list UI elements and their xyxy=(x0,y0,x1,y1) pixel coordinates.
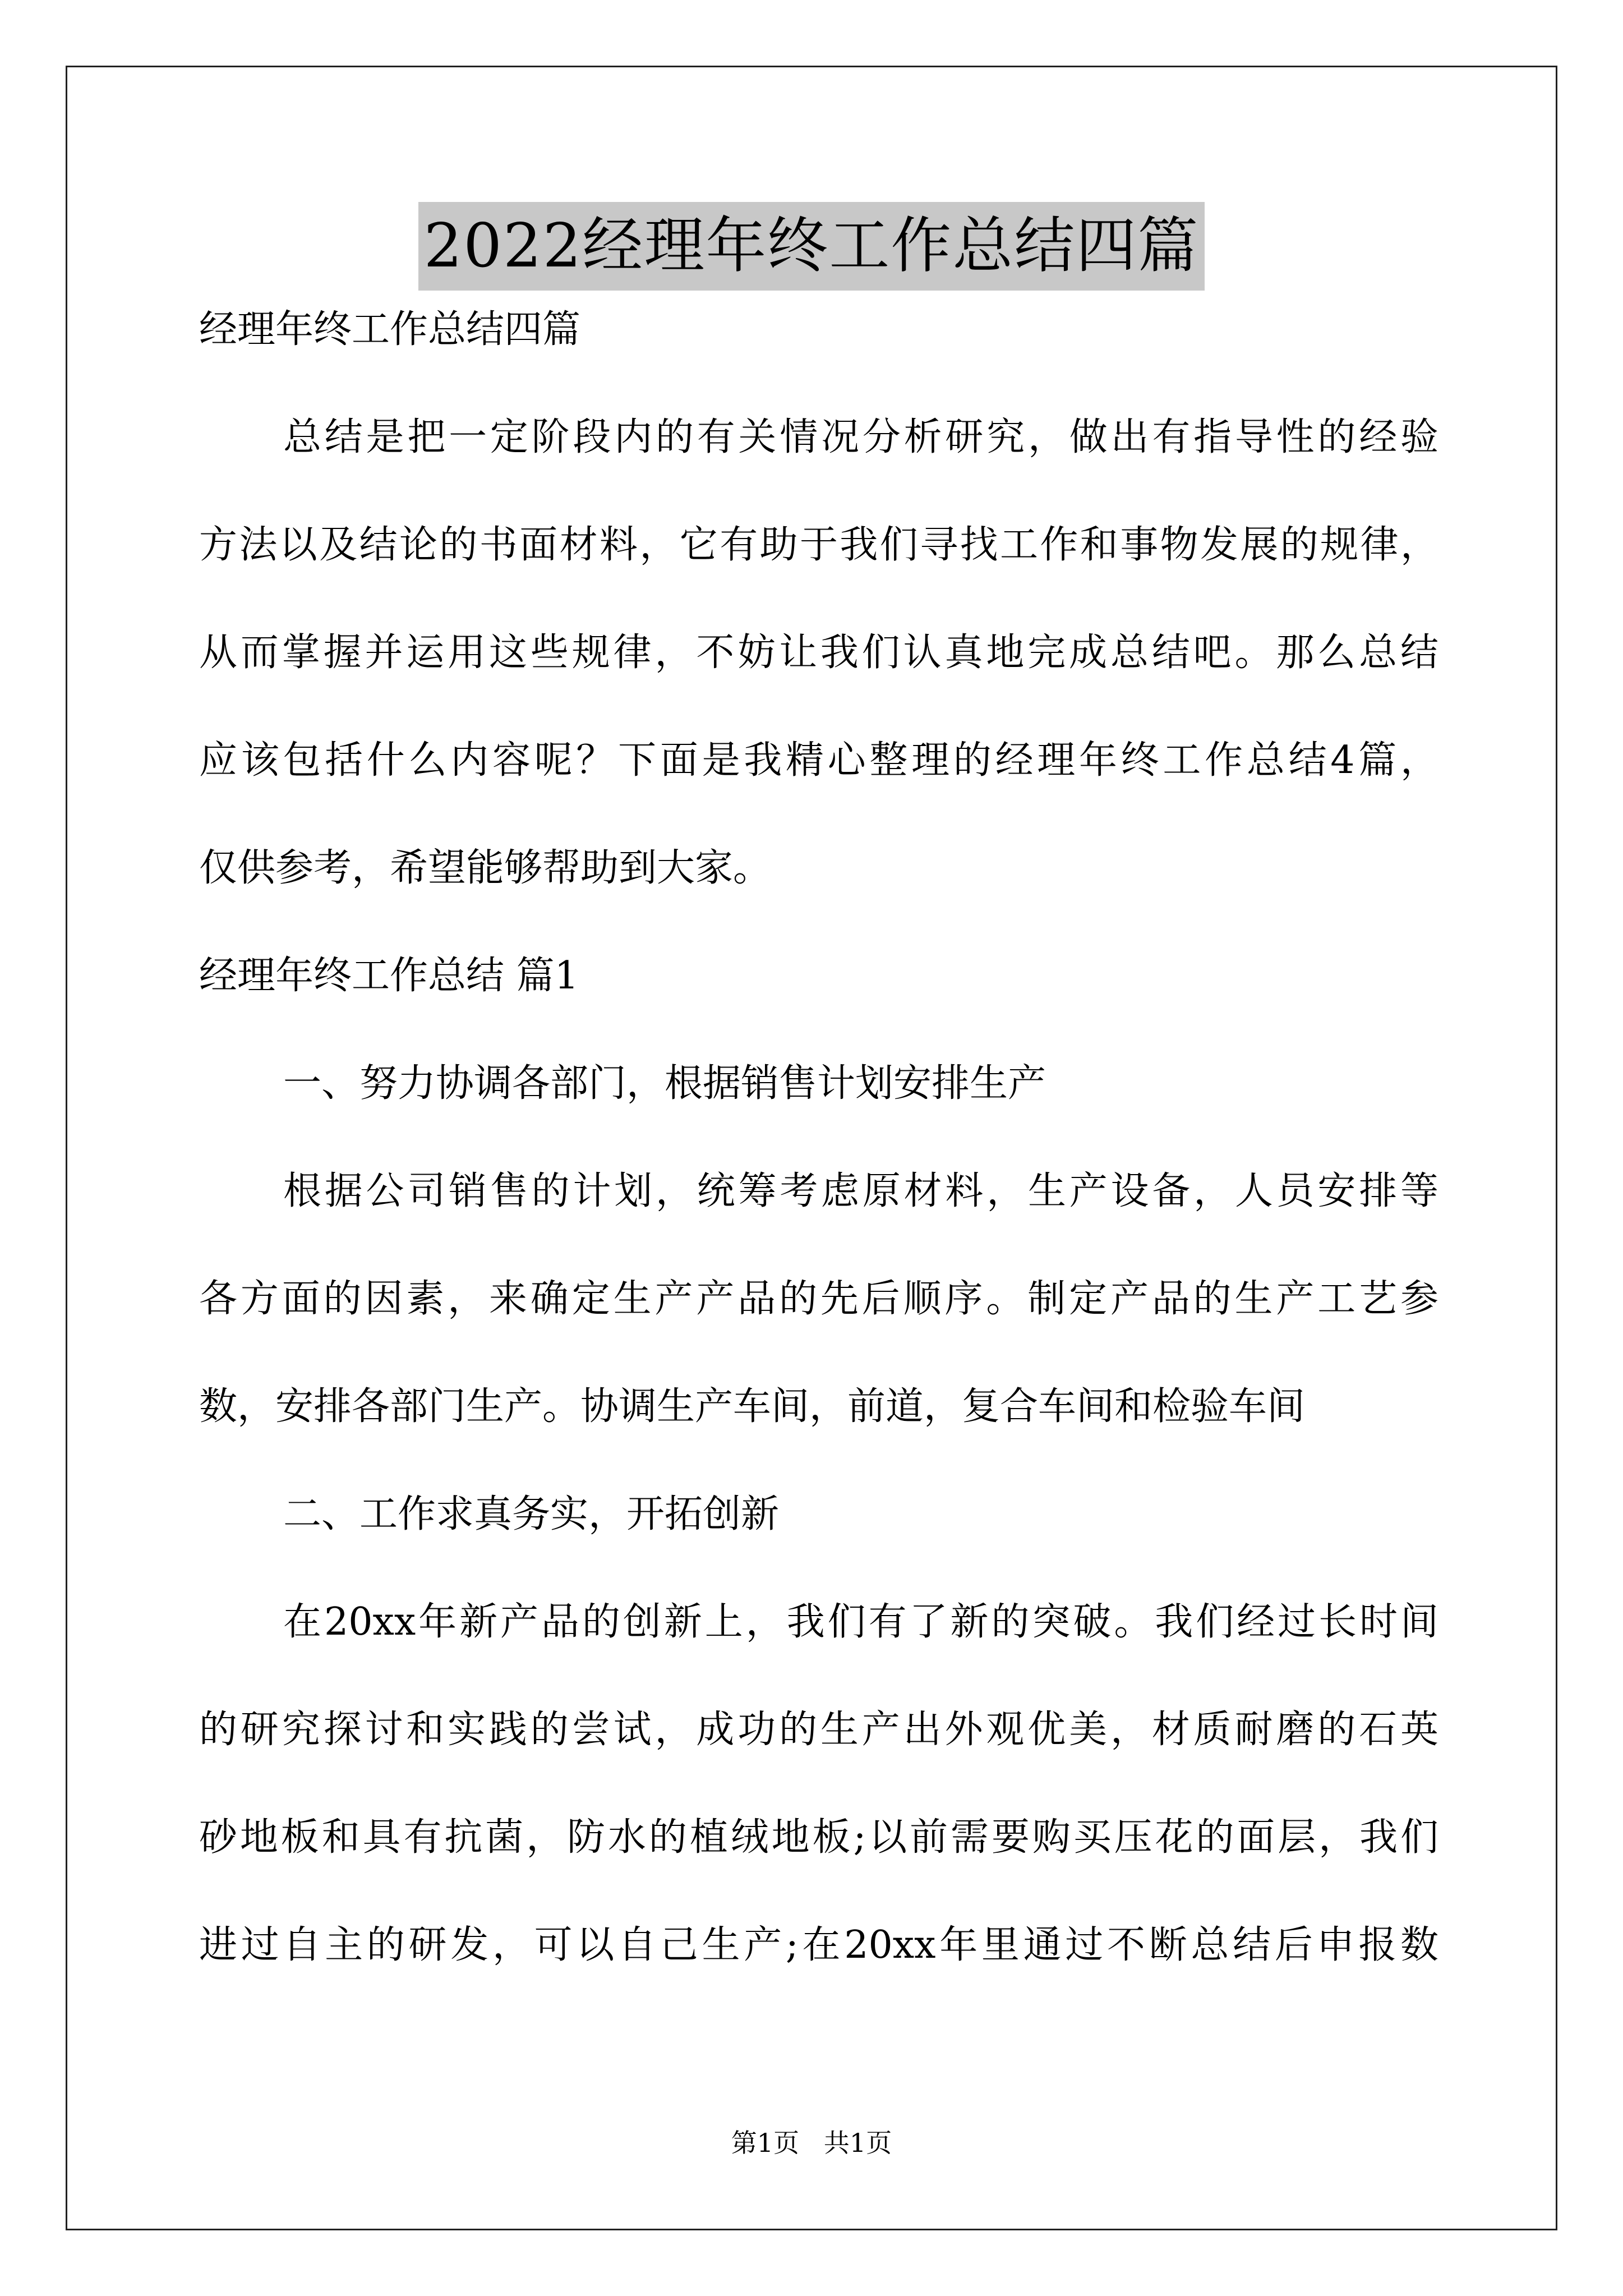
paragraph-line: 砂地板和具有抗菌，防水的植绒地板;以前需要购买压花的面层，我们 xyxy=(199,1815,1438,1860)
paragraph-line: 应该包括什么内容呢？下面是我精心整理的经理年终工作总结4篇， xyxy=(199,738,1438,783)
paragraph-line: 仅供参考，希望能够帮助到大家。 xyxy=(199,846,772,890)
paragraph-line: 从而掌握并运用这些规律，不妨让我们认真地完成总结吧。那么总结 xyxy=(199,631,1438,675)
title-area xyxy=(0,202,1623,291)
paragraph-line: 数，安排各部门生产。协调生产车间，前道，复合车间和检验车间 xyxy=(199,1384,1306,1429)
paragraph-line: 各方面的因素，来确定生产产品的先后顺序。制定产品的生产工艺参 xyxy=(199,1277,1438,1321)
subheading-line: 二、工作求真务实，开拓创新 xyxy=(283,1492,780,1536)
paragraph-line: 总结是把一定阶段内的有关情况分析研究，做出有指导性的经验 xyxy=(283,415,1438,459)
document-body xyxy=(199,303,1438,2026)
section-heading: 经理年终工作总结 篇1 xyxy=(199,954,579,998)
document-title: 2022经理年终工作总结四篇 xyxy=(418,202,1205,291)
subheading-line: 一、努力协调各部门，根据销售计划安排生产 xyxy=(283,1061,1046,1106)
paragraph-line: 的研究探讨和实践的尝试，成功的生产出外观优美，材质耐磨的石英 xyxy=(199,1708,1438,1752)
paragraph-line: 方法以及结论的书面材料，它有助于我们寻找工作和事物发展的规律， xyxy=(199,523,1438,567)
subtitle-line: 经理年终工作总结四篇 xyxy=(199,307,581,352)
paragraph-line: 根据公司销售的计划，统筹考虑原材料，生产设备，人员安排等 xyxy=(283,1169,1438,1213)
page-footer: 第1页 共1页 xyxy=(731,2128,892,2158)
paragraph-line: 进过自主的研发，可以自己生产;在20xx年里通过不断总结后申报数 xyxy=(199,1923,1438,1967)
paragraph-line: 在20xx年新产品的创新上，我们有了新的突破。我们经过长时间 xyxy=(283,1600,1438,1644)
